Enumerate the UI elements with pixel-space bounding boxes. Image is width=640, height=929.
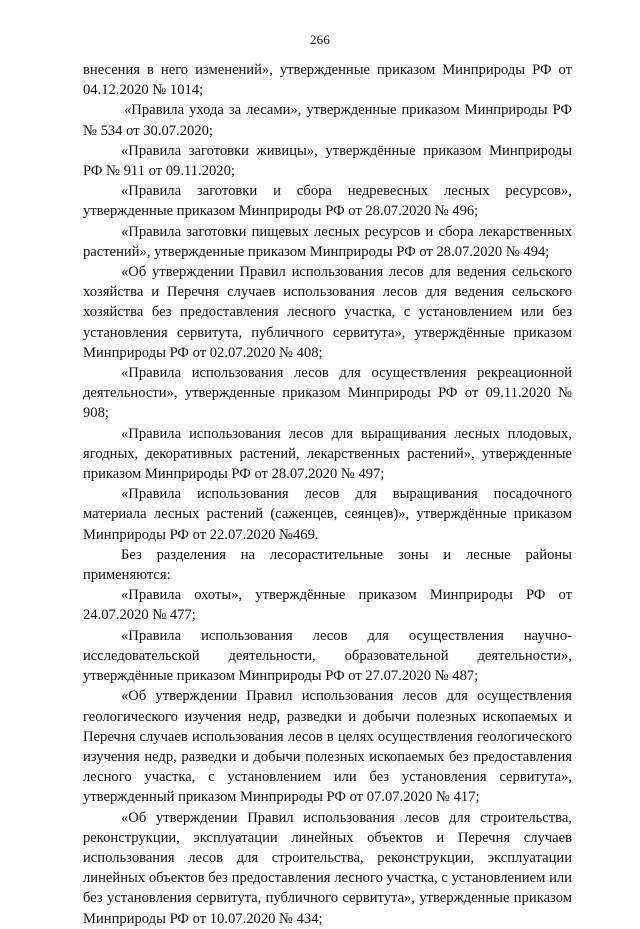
paragraph-recreation-rules: «Правила использования лесов для осуществления рекреационной деятельности», утвержденные приказом Минприроды РФ от 09.11.2020 № 908; — [83, 365, 572, 422]
paragraph-food-resources-rules: «Правила заготовки пищевых лесных ресурсов и сбора лекарственных растений», утвержденные приказом Минприроды РФ от 28.07.2020 № 494; — [83, 223, 572, 260]
paragraph-non-timber-resources-rules: «Правила заготовки и сбора недревесных лесных ресурсов», утвержденные приказом Минприроды РФ от 28.07.2020 № 496; — [83, 183, 572, 220]
paragraph-continuation: внесения в него изменений», утвержденные приказом Минприроды РФ от 04.12.2020 № 1014; — [83, 62, 572, 99]
paragraph-forest-care-rules: «Правила ухода за лесами», утвержденные приказом Минприроды РФ № 534 от 30.07.2020; — [83, 102, 572, 139]
paragraph-no-zoning-intro: Без разделения на лесорастительные зоны и лесные районы применяются: — [83, 546, 572, 584]
document-body — [83, 60, 572, 929]
paragraph-resin-harvesting-rules: «Правила заготовки живицы», утверждённые приказом Минприроды РФ № 911 от 09.11.2020; — [83, 142, 572, 180]
paragraph-fruit-plants-rules: «Правила использования лесов для выращивания лесных плодовых, ягодных, декоративных растений, лекарственных растений», утвержденные приказом Минприроды РФ от 28.07.2020 № 497; — [83, 425, 572, 483]
paragraph-research-education-rules: «Правила использования лесов для осуществления научно-исследовательской деятельности, образовательной деятельности», утверждённые приказом Минприроды РФ от 27.07.2020 № 487; — [83, 627, 572, 685]
paragraph-planting-material-rules: «Правила использования лесов для выращивания посадочного материала лесных растений (саженцев, сеянцев)», утверждённые приказом Минприроды РФ от 22.07.2020 №469. — [83, 486, 572, 543]
paragraph-geology-rules: «Об утверждении Правил использования лесов для осуществления геологического изучения недр, разведки и добычи полезных ископаемых и Перечня случаев использования лесов в целях осуществления геологического изучения недр, разведки и добычи полезных ископаемых без предоставления лесного участка, с установлением или без установления сервитута», утвержденный приказом Минприроды РФ от 07.07.2020 № 417; — [83, 688, 572, 806]
paragraph-linear-objects-rules: «Об утверждении Правил использования лесов для строительства, реконструкции, эксплуатации линейных объектов и Перечня случаев использования лесов для строительства, реконструкции, эксплуатации линейных объектов без предоставления лесного участка, с установлением или без установления сервитута, публичного сервитута», утвержденные приказом Минприроды РФ от 10.07.2020 № 434; — [83, 809, 572, 927]
paragraph-hunting-rules: «Правила охоты», утверждённые приказом Минприроды РФ от 24.07.2020 № 477; — [83, 587, 572, 624]
paragraph-agriculture-rules: «Об утверждении Правил использования лесов для ведения сельского хозяйства и Перечня случаев использования лесов для ведения сельского хозяйства без предоставления лесного участка, с установлением или без установления сервитута, публичного сервитута», утверждённые приказом Минприроды РФ от 02.07.2020 № 408; — [83, 264, 572, 361]
page-number: 266 — [309, 32, 331, 47]
